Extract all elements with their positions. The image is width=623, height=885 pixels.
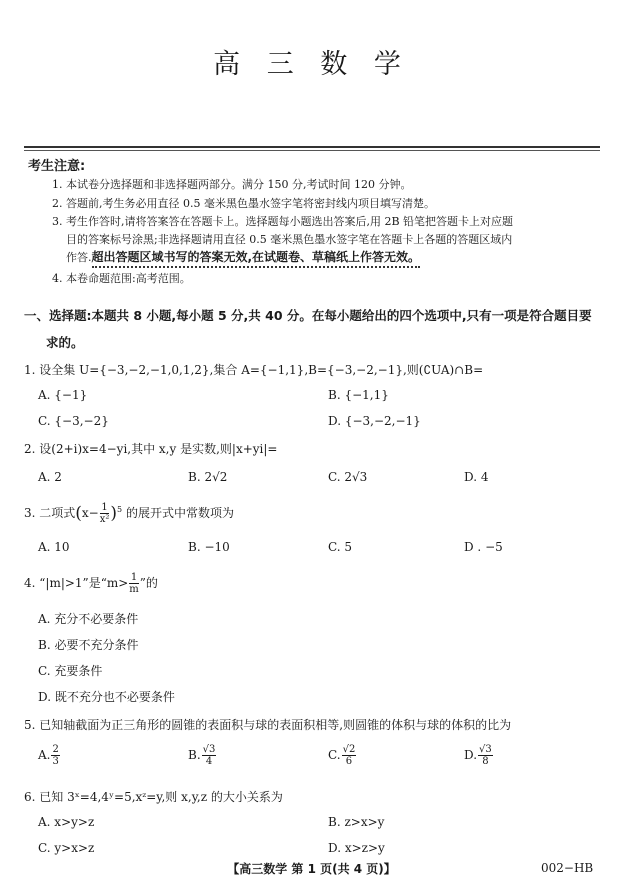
q5-option-a: A. $\frac{2}{3}$ <box>38 744 59 767</box>
notice-line-3c <box>66 248 420 265</box>
question-2-stem: 2. 设(2+i)x=4−yi,其中 x,y 是实数,则|x+yi|= <box>24 442 278 456</box>
q4-fraction: $\frac{1}{m}$ <box>129 572 139 595</box>
q3-exponent: 5 <box>117 505 123 514</box>
q5-option-c: C. $\frac{√2}{6}$ <box>328 744 356 767</box>
notice-line-2: 2. 答题前,考生务必用直径 0.5 毫米黑色墨水签字笔将密封线内项目填写清楚。 <box>52 197 435 210</box>
q2-option-d: D. 4 <box>464 470 489 484</box>
q2-option-c: C. 2√3 <box>328 470 368 484</box>
q6-option-a: A. x>y>z <box>38 815 95 829</box>
header-rule-thick <box>24 146 600 148</box>
page-title: 高 三 数 学 <box>213 49 410 80</box>
q4-option-b: B. 必要不充分条件 <box>38 638 139 652</box>
notice-line-4: 4. 本卷命题范围:高考范围。 <box>52 272 191 285</box>
q3-suffix: 的展开式中常数项为 <box>125 506 234 520</box>
q1-option-c: C. {−3,−2} <box>38 414 109 428</box>
question-5-stem: 5. 已知轴截面为正三角形的圆锥的表面积与球的表面积相等,则圆锥的体积与球的体积的比为 <box>24 718 512 732</box>
q3-term: x− <box>81 506 99 520</box>
q1-option-b: B. {−1,1} <box>328 388 389 402</box>
q3-option-a: A. 10 <box>38 540 70 554</box>
q2-option-a: A. 2 <box>38 470 62 484</box>
q6-option-b: B. z>x>y <box>328 815 385 829</box>
notice-line-3c-prefix: 作答. <box>66 251 92 264</box>
q5-option-d: D. $\frac{√3}{8}$ <box>464 744 492 767</box>
question-6-stem: 6. 已知 3ˣ=4,4ʸ=5,xᶻ=y,则 x,y,z 的大小关系为 <box>24 790 283 804</box>
q4-option-a: A. 充分不必要条件 <box>38 612 139 626</box>
q6-option-c: C. y>x>z <box>38 841 95 855</box>
notice-line-1: 1. 本试卷分选择题和非选择题两部分。满分 150 分,考试时间 120 分钟。 <box>52 178 412 191</box>
q4-prefix: 4. “|m|>1”是“m> <box>24 576 129 590</box>
q3-prefix: 3. 二项式 <box>24 506 76 520</box>
q1-option-d: D. {−3,−2,−1} <box>328 414 421 428</box>
page-footer: 【高三数学 第 1 页(共 4 页)】 <box>227 862 396 876</box>
question-4-stem <box>24 572 158 595</box>
q4-option-d: D. 既不充分也不必要条件 <box>38 690 175 704</box>
paper-code: 002−HB <box>541 861 594 875</box>
q4-option-c: C. 充要条件 <box>38 664 103 678</box>
notice-line-3a: 3. 考生作答时,请将答案答在答题卡上。选择题每小题选出答案后,用 2B 铅笔把答题卡上对应题 <box>52 215 514 228</box>
notice-line-3b: 目的答案标号涂黑;非选择题请用直径 0.5 毫米黑色墨水签字笔在答题卡上各题的答题区域内 <box>66 233 513 246</box>
q3-option-c: C. 5 <box>328 540 353 554</box>
section-1-line-2: 求的。 <box>46 335 84 350</box>
notice-line-3c-emphasis: 超出答题区域书写的答案无效,在试题卷、草稿纸上作答无效。 <box>92 250 421 268</box>
q1-option-a: A. {−1} <box>38 388 88 402</box>
notice-heading: 考生注意: <box>28 159 86 174</box>
q2-option-b: B. 2√2 <box>188 470 228 484</box>
question-3-stem: 3. 二项式(x− $\frac{1}{\text{x²}}$ )$^5$ 的展开式中常数项为 <box>24 502 234 525</box>
q6-option-d: D. x>z>y <box>328 841 385 855</box>
q5-option-b: B. $\frac{√3}{4}$ <box>188 744 216 767</box>
q3-option-b: B. −10 <box>188 540 230 554</box>
q4-suffix: ”的 <box>139 576 158 590</box>
q3-option-d: D . −5 <box>464 540 503 554</box>
question-1-stem: 1. 设全集 U={−3,−2,−1,0,1,2},集合 A={−1,1},B={−3,−2,−1},则(∁UA)∩B= <box>24 363 484 377</box>
header-rule-thin <box>24 150 600 151</box>
section-1-line-1: 一、选择题:本题共 8 小题,每小题 5 分,共 40 分。在每小题给出的四个选项中,只有一项是符合题目要 <box>24 308 592 323</box>
q3-fraction: $\frac{1}{\text{x²}}$ <box>99 502 110 525</box>
